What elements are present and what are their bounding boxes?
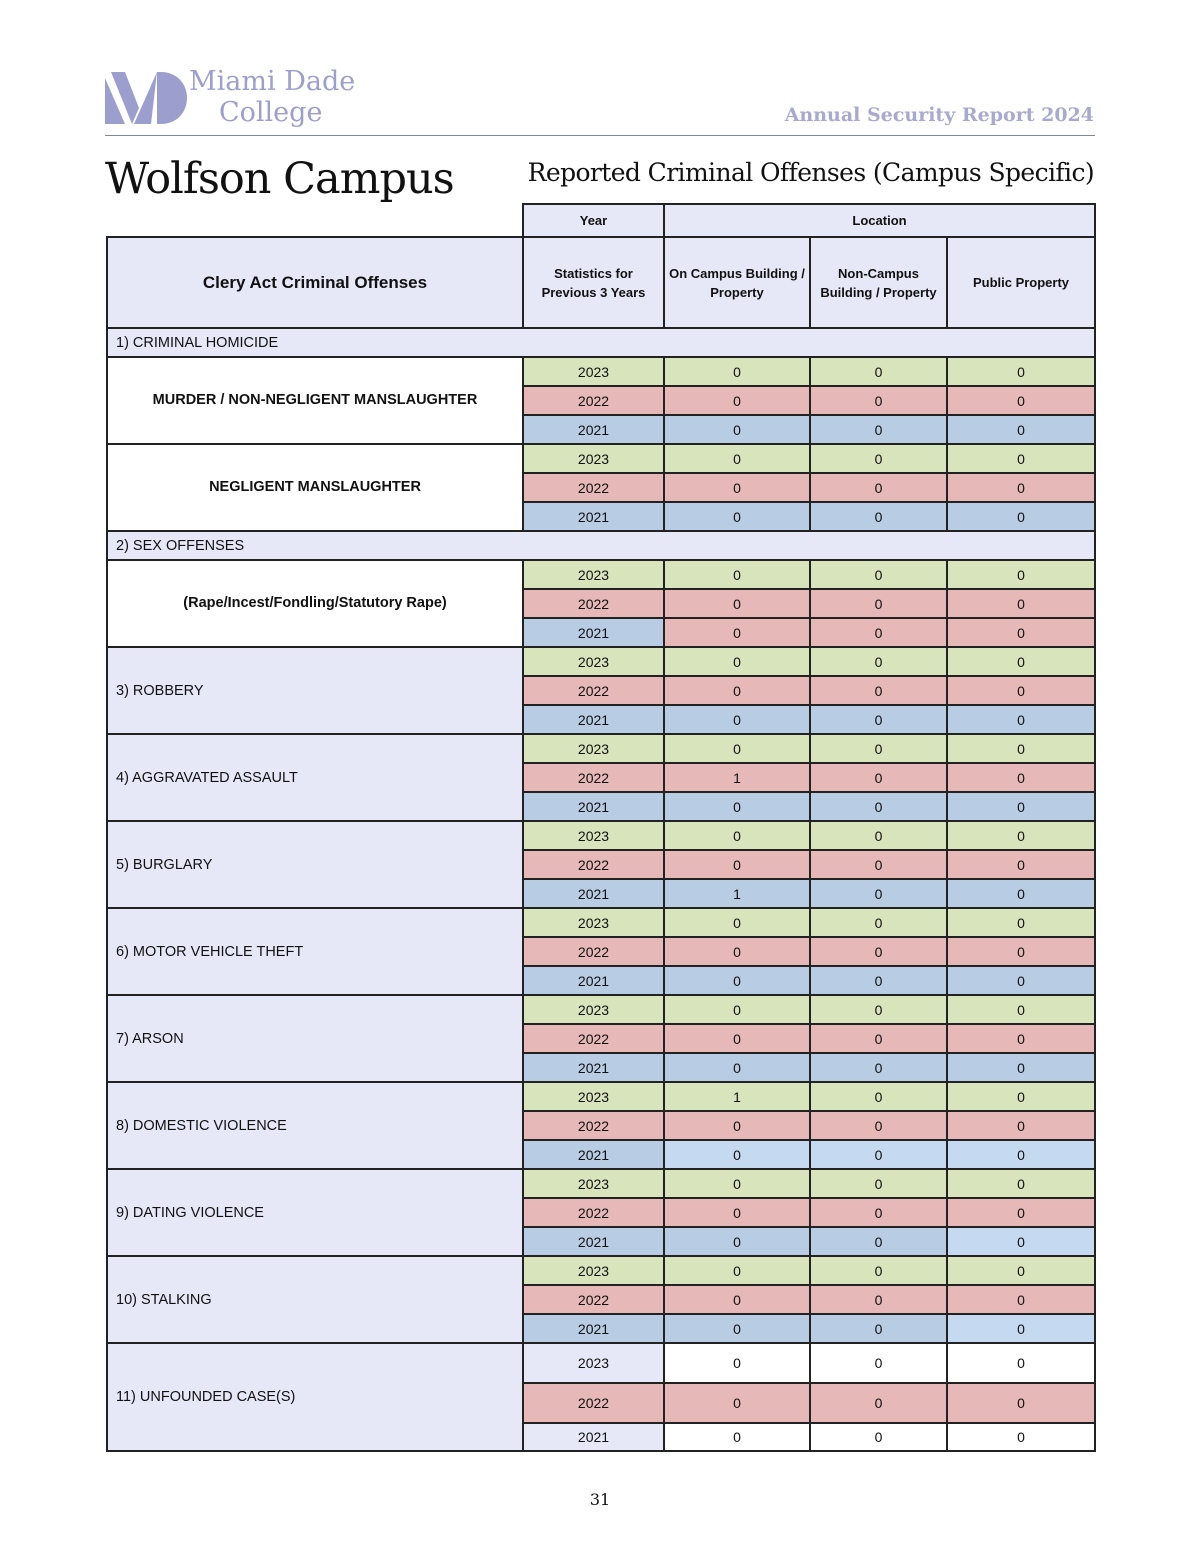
year-cell: 2021 <box>523 1053 664 1082</box>
on-campus-cell: 0 <box>664 850 810 879</box>
logo-line-2: College <box>219 97 323 128</box>
public-property-cell: 0 <box>947 1198 1095 1227</box>
public-property-cell: 0 <box>947 473 1095 502</box>
on-campus-cell: 0 <box>664 1198 810 1227</box>
on-campus-cell: 0 <box>664 1024 810 1053</box>
on-campus-cell: 0 <box>664 589 810 618</box>
public-property-cell: 0 <box>947 1256 1095 1285</box>
on-campus-cell: 0 <box>664 1053 810 1082</box>
header-divider <box>105 135 1095 136</box>
public-property-cell: 0 <box>947 1169 1095 1198</box>
year-cell: 2023 <box>523 821 664 850</box>
on-campus-cell: 0 <box>664 1169 810 1198</box>
non-campus-cell: 0 <box>810 850 947 879</box>
non-campus-cell: 0 <box>810 1383 947 1423</box>
table-row <box>107 1256 1095 1285</box>
header-spacer <box>107 204 523 237</box>
logo-wordmark <box>189 66 355 128</box>
public-property-cell: 0 <box>947 1082 1095 1111</box>
year-cell: 2021 <box>523 705 664 734</box>
non-campus-cell: 0 <box>810 1256 947 1285</box>
on-campus-cell: 0 <box>664 1383 810 1423</box>
section-label: 1) CRIMINAL HOMICIDE <box>107 328 1095 357</box>
table-row <box>107 908 1095 937</box>
year-cell: 2023 <box>523 647 664 676</box>
table-row <box>107 734 1095 763</box>
public-property-cell: 0 <box>947 1024 1095 1053</box>
on-campus-cell: 0 <box>664 473 810 502</box>
non-campus-cell: 0 <box>810 676 947 705</box>
offense-label: 9) DATING VIOLENCE <box>107 1169 523 1256</box>
on-campus-cell: 0 <box>664 618 810 647</box>
on-campus-cell: 0 <box>664 937 810 966</box>
table-row <box>107 647 1095 676</box>
on-campus-cell: 0 <box>664 1285 810 1314</box>
year-cell: 2023 <box>523 1343 664 1383</box>
year-cell: 2022 <box>523 850 664 879</box>
public-property-cell: 0 <box>947 1314 1095 1343</box>
on-campus-cell: 0 <box>664 444 810 473</box>
non-campus-cell: 0 <box>810 473 947 502</box>
public-property-cell: 0 <box>947 1111 1095 1140</box>
public-property-cell: 0 <box>947 1383 1095 1423</box>
year-cell: 2022 <box>523 1198 664 1227</box>
non-campus-cell: 0 <box>810 908 947 937</box>
year-cell: 2022 <box>523 1383 664 1423</box>
public-property-cell: 0 <box>947 792 1095 821</box>
offense-label: 4) AGGRAVATED ASSAULT <box>107 734 523 821</box>
offense-label: MURDER / NON-NEGLIGENT MANSLAUGHTER <box>107 357 523 444</box>
non-campus-cell: 0 <box>810 386 947 415</box>
crime-statistics-table <box>106 203 1096 1452</box>
year-cell: 2023 <box>523 357 664 386</box>
non-campus-cell: 0 <box>810 734 947 763</box>
on-campus-cell: 0 <box>664 966 810 995</box>
non-campus-cell: 0 <box>810 705 947 734</box>
on-campus-column-header: On Campus Building / Property <box>664 237 810 328</box>
non-campus-cell: 0 <box>810 560 947 589</box>
year-cell: 2023 <box>523 1082 664 1111</box>
on-campus-cell: 0 <box>664 357 810 386</box>
non-campus-cell: 0 <box>810 1198 947 1227</box>
on-campus-cell: 0 <box>664 1227 810 1256</box>
mdc-logo-icon <box>105 72 187 124</box>
table-row <box>107 1343 1095 1383</box>
year-cell: 2022 <box>523 1111 664 1140</box>
non-campus-cell: 0 <box>810 1169 947 1198</box>
page-title: Wolfson Campus <box>105 154 454 204</box>
public-property-cell: 0 <box>947 676 1095 705</box>
year-cell: 2021 <box>523 1227 664 1256</box>
year-cell: 2022 <box>523 386 664 415</box>
offense-label: 6) MOTOR VEHICLE THEFT <box>107 908 523 995</box>
year-cell: 2021 <box>523 1314 664 1343</box>
public-property-cell: 0 <box>947 502 1095 531</box>
section-label: 2) SEX OFFENSES <box>107 531 1095 560</box>
year-cell: 2022 <box>523 1024 664 1053</box>
table-row <box>107 444 1095 473</box>
year-cell: 2023 <box>523 734 664 763</box>
year-cell: 2022 <box>523 676 664 705</box>
offense-label: 3) ROBBERY <box>107 647 523 734</box>
public-property-cell: 0 <box>947 647 1095 676</box>
year-cell: 2021 <box>523 415 664 444</box>
non-campus-cell: 0 <box>810 966 947 995</box>
section-row <box>107 531 1095 560</box>
on-campus-cell: 0 <box>664 821 810 850</box>
year-cell: 2021 <box>523 1423 664 1451</box>
public-property-cell: 0 <box>947 966 1095 995</box>
public-property-cell: 0 <box>947 357 1095 386</box>
page-number: 31 <box>589 1490 611 1509</box>
on-campus-cell: 0 <box>664 792 810 821</box>
on-campus-cell: 1 <box>664 879 810 908</box>
on-campus-cell: 0 <box>664 676 810 705</box>
non-campus-cell: 0 <box>810 415 947 444</box>
on-campus-cell: 0 <box>664 1343 810 1383</box>
year-cell: 2023 <box>523 1169 664 1198</box>
report-title: Annual Security Report 2024 <box>784 104 1094 126</box>
non-campus-cell: 0 <box>810 1314 947 1343</box>
offense-label: 8) DOMESTIC VIOLENCE <box>107 1082 523 1169</box>
non-campus-cell: 0 <box>810 1423 947 1451</box>
on-campus-cell: 0 <box>664 1140 810 1169</box>
public-property-cell: 0 <box>947 821 1095 850</box>
year-cell: 2022 <box>523 937 664 966</box>
on-campus-cell: 0 <box>664 415 810 444</box>
public-property-cell: 0 <box>947 879 1095 908</box>
non-campus-column-header: Non-Campus Building / Property <box>810 237 947 328</box>
location-group-header: Location <box>664 204 1095 237</box>
non-campus-cell: 0 <box>810 357 947 386</box>
on-campus-cell: 1 <box>664 763 810 792</box>
non-campus-cell: 0 <box>810 1111 947 1140</box>
public-property-cell: 0 <box>947 763 1095 792</box>
non-campus-cell: 0 <box>810 1285 947 1314</box>
year-cell: 2021 <box>523 792 664 821</box>
public-property-cell: 0 <box>947 618 1095 647</box>
public-property-cell: 0 <box>947 937 1095 966</box>
non-campus-cell: 0 <box>810 879 947 908</box>
offense-label: 11) UNFOUNDED CASE(S) <box>107 1343 523 1451</box>
non-campus-cell: 0 <box>810 1053 947 1082</box>
year-cell: 2023 <box>523 560 664 589</box>
non-campus-cell: 0 <box>810 647 947 676</box>
college-logo <box>105 68 365 130</box>
logo-line-1: Miami Dade <box>189 66 356 97</box>
public-property-cell: 0 <box>947 995 1095 1024</box>
public-property-cell: 0 <box>947 908 1095 937</box>
public-property-cell: 0 <box>947 589 1095 618</box>
year-cell: 2021 <box>523 502 664 531</box>
public-property-cell: 0 <box>947 1285 1095 1314</box>
on-campus-cell: 0 <box>664 1256 810 1285</box>
table-row <box>107 1082 1095 1111</box>
public-property-cell: 0 <box>947 1343 1095 1383</box>
year-cell: 2022 <box>523 763 664 792</box>
year-cell: 2023 <box>523 1256 664 1285</box>
table-row <box>107 821 1095 850</box>
public-property-cell: 0 <box>947 560 1095 589</box>
non-campus-cell: 0 <box>810 444 947 473</box>
year-cell: 2022 <box>523 1285 664 1314</box>
on-campus-cell: 0 <box>664 1314 810 1343</box>
table-row <box>107 995 1095 1024</box>
public-property-cell: 0 <box>947 1227 1095 1256</box>
on-campus-cell: 0 <box>664 908 810 937</box>
year-cell: 2022 <box>523 473 664 502</box>
non-campus-cell: 0 <box>810 821 947 850</box>
non-campus-cell: 0 <box>810 937 947 966</box>
table-body <box>107 328 1095 1451</box>
public-property-cell: 0 <box>947 444 1095 473</box>
public-property-cell: 0 <box>947 386 1095 415</box>
year-cell: 2023 <box>523 995 664 1024</box>
offense-label: (Rape/Incest/Fondling/Statutory Rape) <box>107 560 523 647</box>
on-campus-cell: 0 <box>664 1111 810 1140</box>
non-campus-cell: 0 <box>810 618 947 647</box>
public-property-cell: 0 <box>947 734 1095 763</box>
non-campus-cell: 0 <box>810 1140 947 1169</box>
year-cell: 2021 <box>523 618 664 647</box>
stats-column-header: Statistics for Previous 3 Years <box>523 237 664 328</box>
year-cell: 2022 <box>523 589 664 618</box>
public-property-cell: 0 <box>947 1053 1095 1082</box>
non-campus-cell: 0 <box>810 1343 947 1383</box>
year-cell: 2021 <box>523 966 664 995</box>
on-campus-cell: 0 <box>664 995 810 1024</box>
public-property-cell: 0 <box>947 1140 1095 1169</box>
public-property-cell: 0 <box>947 415 1095 444</box>
on-campus-cell: 1 <box>664 1082 810 1111</box>
table-row <box>107 1169 1095 1198</box>
year-cell: 2023 <box>523 444 664 473</box>
public-property-cell: 0 <box>947 705 1095 734</box>
non-campus-cell: 0 <box>810 1082 947 1111</box>
non-campus-cell: 0 <box>810 792 947 821</box>
public-property-cell: 0 <box>947 1423 1095 1451</box>
on-campus-cell: 0 <box>664 705 810 734</box>
offense-label: NEGLIGENT MANSLAUGHTER <box>107 444 523 531</box>
on-campus-cell: 0 <box>664 1423 810 1451</box>
year-cell: 2021 <box>523 879 664 908</box>
non-campus-cell: 0 <box>810 763 947 792</box>
on-campus-cell: 0 <box>664 560 810 589</box>
section-title: Reported Criminal Offenses (Campus Specific) <box>527 158 1094 187</box>
year-cell: 2021 <box>523 1140 664 1169</box>
non-campus-cell: 0 <box>810 995 947 1024</box>
section-row <box>107 328 1095 357</box>
table-row <box>107 357 1095 386</box>
on-campus-cell: 0 <box>664 502 810 531</box>
offense-label: 7) ARSON <box>107 995 523 1082</box>
on-campus-cell: 0 <box>664 734 810 763</box>
non-campus-cell: 0 <box>810 1227 947 1256</box>
public-property-column-header: Public Property <box>947 237 1095 328</box>
offenses-column-header: Clery Act Criminal Offenses <box>107 237 523 328</box>
on-campus-cell: 0 <box>664 647 810 676</box>
public-property-cell: 0 <box>947 850 1095 879</box>
non-campus-cell: 0 <box>810 589 947 618</box>
table-row <box>107 560 1095 589</box>
offense-label: 10) STALKING <box>107 1256 523 1343</box>
non-campus-cell: 0 <box>810 502 947 531</box>
offense-label: 5) BURGLARY <box>107 821 523 908</box>
year-group-header: Year <box>523 204 664 237</box>
year-cell: 2023 <box>523 908 664 937</box>
non-campus-cell: 0 <box>810 1024 947 1053</box>
on-campus-cell: 0 <box>664 386 810 415</box>
